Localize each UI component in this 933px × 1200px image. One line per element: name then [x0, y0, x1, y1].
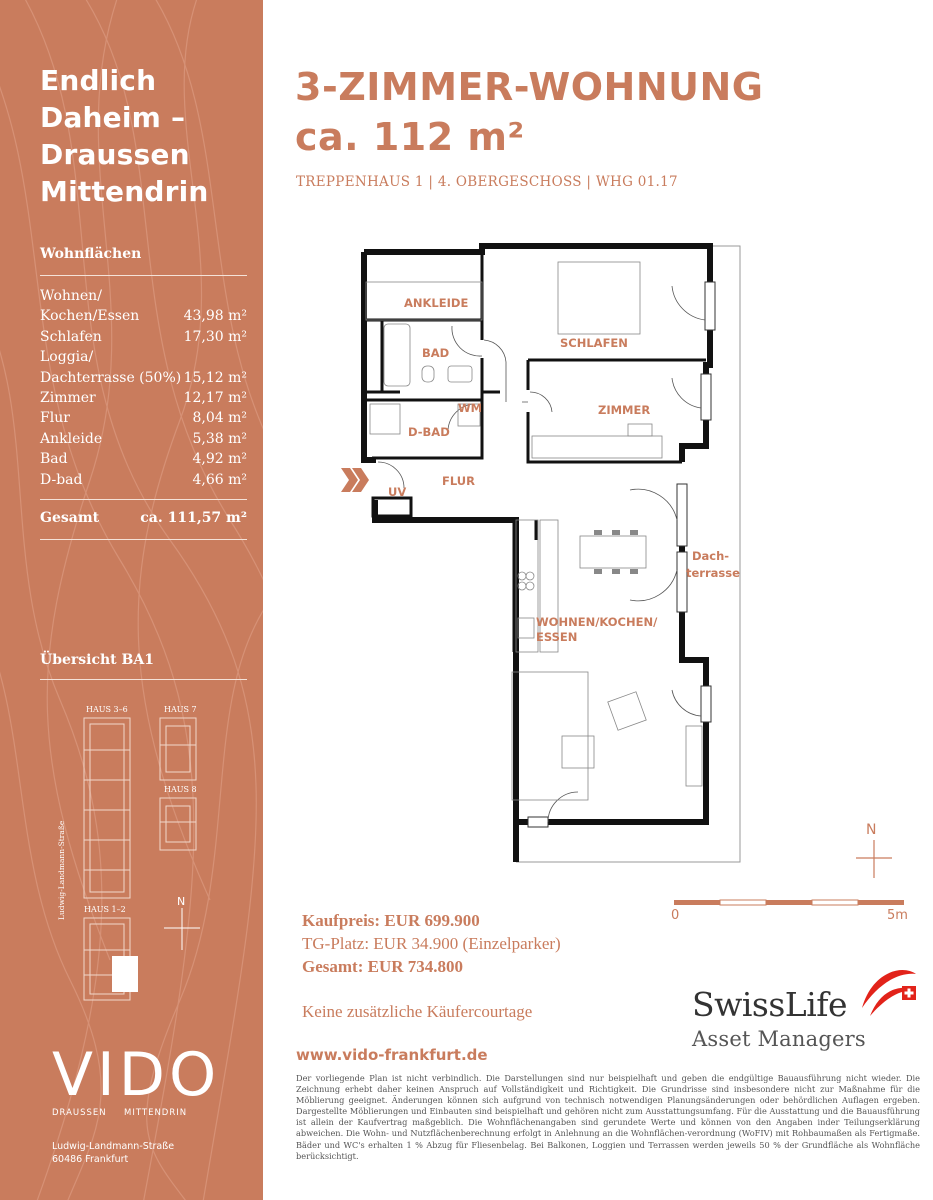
door-swing [630, 489, 677, 520]
room-label-ankleide: ANKLEIDE [404, 296, 469, 310]
label-haus-1-2: HAUS 1–2 [84, 905, 126, 914]
tg-platz: TG-Platz: EUR 34.900 (Einzelparker) [302, 934, 561, 953]
area-list [40, 286, 247, 490]
room-label-wohnen-2: ESSEN [536, 630, 578, 644]
room-label-wohnen-1: WOHNEN/KOCHEN/ [536, 615, 658, 629]
area-row: Kochen/Essen 43,98 m² [40, 308, 247, 325]
entrance-arrow-icon [341, 468, 369, 492]
title-line-1: 3-ZIMMER-WOHNUNG [295, 65, 764, 109]
door-swing [530, 392, 552, 412]
website-link[interactable]: www.vido-frankfurt.de [296, 1046, 488, 1064]
divider [40, 539, 247, 540]
area-row: Flur 8,04 m² [40, 410, 247, 427]
room-label-bad: BAD [422, 346, 450, 360]
desk [532, 436, 662, 458]
window [528, 817, 548, 827]
door-swing [548, 792, 578, 822]
scale-end-label: 5m [887, 908, 908, 923]
coffee-table [562, 736, 594, 768]
total-value: ca. 111,57 m² [140, 510, 247, 526]
label-haus-3-6: HAUS 3–6 [86, 705, 128, 714]
door-swing [452, 326, 482, 356]
area-row: Ankleide 5,38 m² [40, 430, 247, 447]
shower [370, 404, 400, 434]
logo-sub-left: DRAUSSEN [52, 1108, 107, 1118]
tagline-line-4: Mittendrin [40, 175, 209, 208]
window [705, 282, 715, 330]
area-row: Schlafen 17,30 m² [40, 328, 247, 345]
areas-title: Wohnflächen [40, 246, 142, 262]
room-label-schlafen: SCHLAFEN [560, 336, 628, 350]
courtage-note: Keine zusätzliche Käufercourtage [302, 1002, 533, 1021]
tagline-line-1: Endlich [40, 64, 157, 97]
north-label: N [177, 895, 186, 908]
area-total [40, 510, 247, 526]
bathtub [384, 324, 410, 386]
brand-subline: Asset Managers [692, 1027, 866, 1051]
bed [558, 262, 640, 334]
label-haus-8: HAUS 8 [164, 785, 197, 794]
window [677, 484, 687, 546]
vido-logo: VIDO [52, 1040, 221, 1110]
tagline-line-2: Daheim – [40, 101, 186, 134]
address [52, 1140, 174, 1166]
disclaimer: Der vorliegende Plan ist nicht verbindlich. Die Darstellungen sind nur beispielhaft und geben die endgültige Bauausführung nicht wieder. Die Zeichnung erhebt daher keinen Anspruch auf Vollständigkeit und Richtigkeit. Die Grundrisse sind insbesondere nicht zur Maßnahme für die Möblierung geeignet. Änderungen können sich aufgrund von technisch notwendigen Planungsänderungen oder behördlichen Auflagen ergeben. Dargestellte Möblierungen und Einbauten sind beispielhaft und gehören nicht zum Ausstattungsumfang. Für die Ausstattung und die Bauausführung ist allein der Kaufvertrag maßgeblich. Die Wohnflächenangaben sind gerundete Werte und können von den Angaben inder Teilungserklärung abweichen. Die Wohn- und Nutzflächenberechnung erfolgt in Anlehnung an die Wohnflächen-verordnung (WoFIV) mit Rohbaumaßen als Fertigmaße. Bäder und WC's erhalten 1 % Abzug für Fliesenbelag. Bei Balkonen, Loggien und Terrassen werden jeweils 50 % der Grundfläche als Wohnfläche berücksichtigt. [296, 1073, 920, 1161]
tagline [40, 62, 209, 210]
label-haus-7: HAUS 7 [164, 705, 197, 714]
floor-plan [330, 240, 830, 880]
room-label-dach-1: Dach- [692, 549, 730, 563]
address-city: 60486 Frankfurt [52, 1154, 129, 1165]
scale-start-label: 0 [671, 908, 680, 923]
sideboard [686, 726, 702, 786]
window [701, 374, 711, 420]
building-haus-3-6 [84, 718, 130, 898]
room-label-dbad: D-BAD [408, 425, 450, 439]
door-swing [672, 690, 701, 716]
dining-table [580, 536, 646, 568]
room-label-zimmer: ZIMMER [598, 403, 651, 417]
brand-name: SwissLife [692, 985, 847, 1024]
area-row: D-bad 4,66 m² [40, 471, 247, 488]
area-row: Dachterrasse (50%) 15,12 m² [40, 369, 247, 386]
armchair [608, 692, 646, 730]
building-haus-7 [160, 718, 196, 780]
room-label-wm: WM [458, 401, 483, 415]
page-title [295, 62, 764, 162]
door-swing [484, 340, 506, 362]
compass-north-label: N [866, 822, 877, 838]
toilet [422, 366, 434, 382]
logo-sub-right: MITTENDRIN [124, 1108, 188, 1118]
scale-bar [672, 898, 912, 908]
tagline-line-3: Draussen [40, 138, 190, 171]
exterior-wall [364, 246, 710, 282]
room-label-uv: UV [388, 485, 407, 499]
divider [40, 679, 247, 680]
sink [448, 366, 472, 382]
street-label: Ludwig-Landmann-Straße [57, 820, 66, 920]
site-overview-map [56, 700, 216, 1010]
kaufpreis: Kaufpreis: EUR 699.900 [302, 911, 480, 930]
highlighted-building [112, 956, 138, 992]
page-subtitle: TREPPENHAUS 1 | 4. OBERGESCHOSS | WHG 01.17 [296, 174, 678, 190]
divider [40, 499, 247, 500]
window [677, 552, 687, 612]
area-row: Bad 4,92 m² [40, 451, 247, 468]
title-line-2: ca. 112 m² [295, 115, 525, 159]
room-label-flur: FLUR [442, 474, 475, 488]
chair [628, 424, 652, 436]
total-label: Gesamt [40, 510, 100, 526]
building-haus-8 [160, 798, 196, 850]
door-swing [630, 570, 677, 601]
area-row: Zimmer 12,17 m² [40, 390, 247, 407]
overview-title: Übersicht BA1 [40, 652, 154, 668]
area-row: Loggia/ [40, 349, 94, 366]
swisslife-mark-icon [858, 964, 920, 1026]
gesamt-price: Gesamt: EUR 734.800 [302, 957, 464, 976]
area-row: Wohnen/ [40, 288, 102, 304]
door-swing [672, 378, 701, 408]
address-street: Ludwig-Landmann-Straße [52, 1141, 175, 1152]
room-label-dach-2: terrasse [686, 566, 740, 580]
divider [40, 275, 247, 276]
window [701, 686, 711, 722]
sidebar [0, 0, 263, 1200]
uv-cabinet [373, 498, 411, 516]
door-swing [672, 286, 705, 320]
